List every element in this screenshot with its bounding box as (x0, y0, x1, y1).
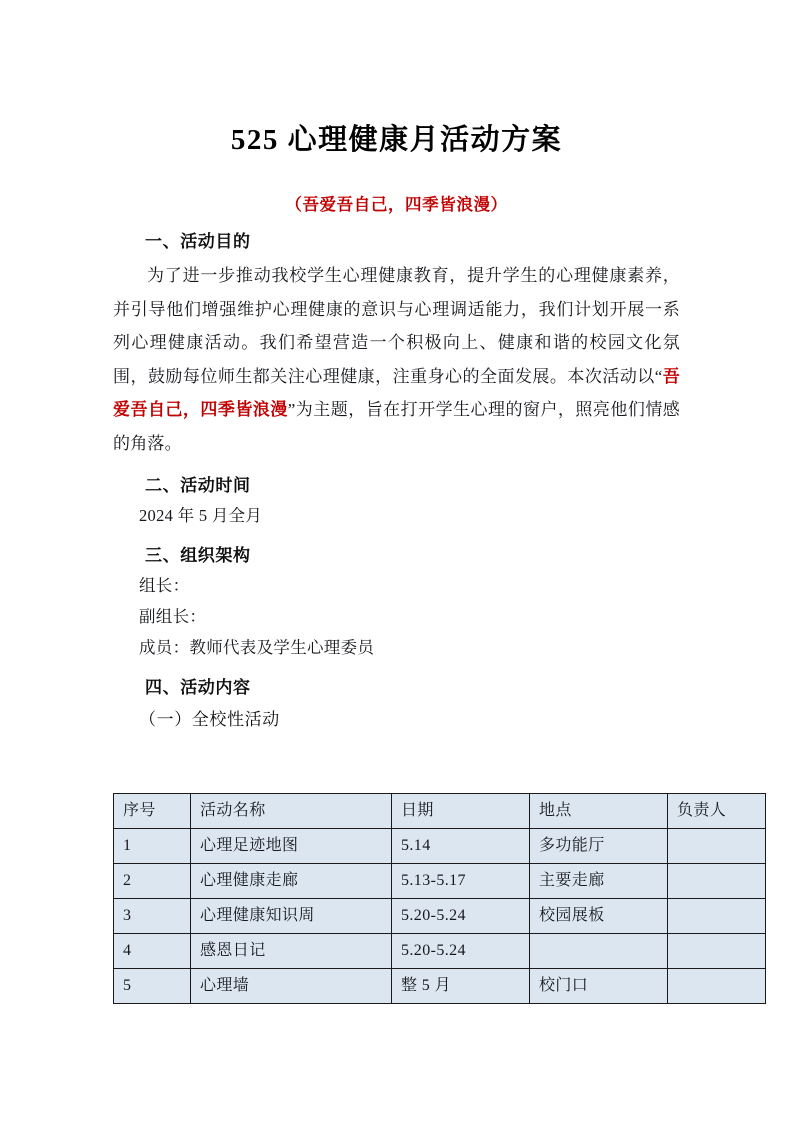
table-header-place: 地点 (530, 794, 668, 829)
cell-owner (668, 864, 766, 899)
section-heading-purpose: 一、活动目的 (145, 231, 251, 251)
cell-owner (668, 829, 766, 864)
org-members-label: 成员：教师代表及学生心理委员 (139, 637, 375, 657)
cell-name: 心理墙 (191, 969, 392, 1004)
cell-date: 5.20-5.24 (392, 934, 530, 969)
table-row (114, 934, 766, 969)
activity-table (113, 793, 766, 1004)
paragraph-purpose (113, 255, 680, 460)
cell-name: 心理健康知识周 (191, 899, 392, 934)
section-heading-organization: 三、组织架构 (145, 546, 251, 566)
section-heading-content: 四、活动内容 (145, 677, 251, 697)
cell-no: 1 (114, 829, 191, 864)
subsection-heading-schoolwide: （一）全校性活动 (139, 709, 280, 729)
cell-date: 5.14 (392, 829, 530, 864)
cell-owner (668, 899, 766, 934)
org-leader-label: 组长： (139, 576, 190, 596)
paragraph-purpose-theme-highlight: 吾爱吾自己，四季皆浪漫 (113, 366, 680, 420)
cell-no: 5 (114, 969, 191, 1004)
table-row (114, 969, 766, 1004)
document-body (113, 0, 680, 733)
paragraph-purpose-part1: 为了进一步推动我校学生心理健康教育，提升学生的心理健康素养，并引导他们增强维护心理健康的意识与心理调适能力，我们计划开展一系列心理健康活动。我们希望营造一个积极向上、健康和谐的校园文化氛围，鼓励每位师生都关注心理健康，注重身心的全面发展。本次活动以“ (113, 266, 680, 386)
activity-time-value: 2024 年 5 月全月 (139, 506, 263, 526)
cell-place: 多功能厅 (530, 829, 668, 864)
cell-date: 整 5 月 (392, 969, 530, 1004)
cell-owner (668, 969, 766, 1004)
cell-place: 主要走廊 (530, 864, 668, 899)
table-header-date: 日期 (392, 794, 530, 829)
table-header-row (114, 794, 766, 829)
table-row (114, 899, 766, 934)
table-row (114, 864, 766, 899)
cell-no: 4 (114, 934, 191, 969)
document-subtitle: （吾爱吾自己，四季皆浪漫） (285, 195, 508, 215)
org-deputy-leader-label: 副组长： (139, 607, 207, 627)
cell-date: 5.13-5.17 (392, 864, 530, 899)
cell-name: 心理健康走廊 (191, 864, 392, 899)
paragraph-purpose-part2: ”为主题，旨在打开学生心理的窗户，照亮他们情感的角落。 (113, 400, 680, 453)
section-heading-time: 二、活动时间 (145, 476, 251, 496)
table-header-owner: 负责人 (668, 794, 766, 829)
cell-name: 心理足迹地图 (191, 829, 392, 864)
cell-place: 校门口 (530, 969, 668, 1004)
cell-date: 5.20-5.24 (392, 899, 530, 934)
cell-place: 校园展板 (530, 899, 668, 934)
cell-place (530, 934, 668, 969)
table-row (114, 829, 766, 864)
table-header-name: 活动名称 (191, 794, 392, 829)
table-header-no: 序号 (114, 794, 191, 829)
cell-name: 感恩日记 (191, 934, 392, 969)
cell-owner (668, 934, 766, 969)
cell-no: 3 (114, 899, 191, 934)
page-title: 525 心理健康月活动方案 (230, 124, 563, 156)
cell-no: 2 (114, 864, 191, 899)
